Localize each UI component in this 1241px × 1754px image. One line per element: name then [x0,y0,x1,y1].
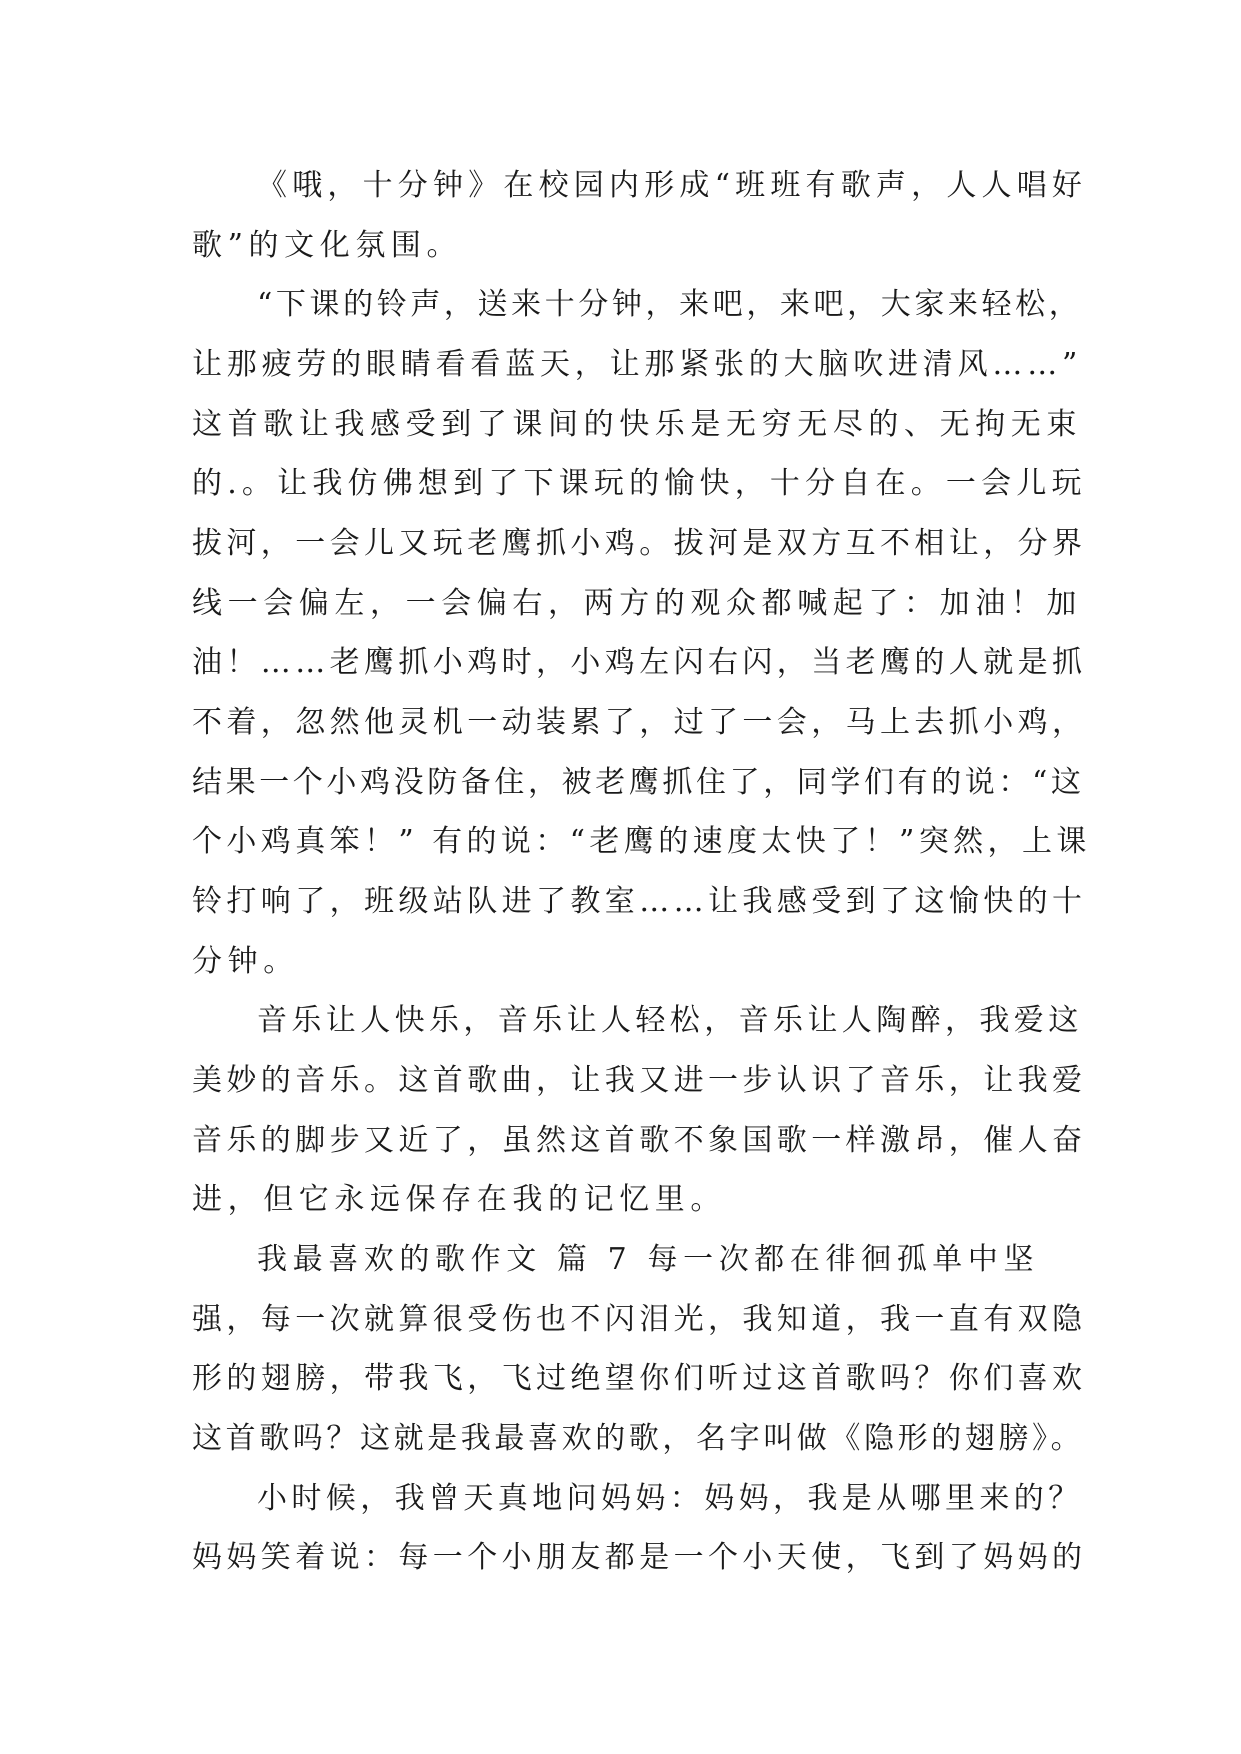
text-line: 音乐让人快乐，音乐让人轻松，音乐让人陶醉，我爱这 [257,1003,1083,1038]
text-line: 音乐的脚步又近了，虽然这首歌不象国歌一样激昂，催人奋 [192,1123,1087,1158]
text-line: 这首歌吗？这就是我最喜欢的歌，名字叫做《隐形的翅膀》。 [192,1421,1085,1456]
text-line: 让那疲劳的眼睛看看蓝天，让那紧张的大脑吹进清风……” [192,347,1083,382]
text-line: 的.。让我仿佛想到了下课玩的愉快，十分自在。一会儿玩 [192,466,1087,501]
text-line: “下课的铃声，送来十分钟，来吧，来吧，大家来轻松， [257,287,1083,322]
text-line: 铃打响了，班级站队进了教室……让我感受到了这愉快的十 [192,884,1087,919]
text-line: 《哦，十分钟》在校园内形成“班班有歌声，人人唱好 [257,168,1088,203]
text-line: 个小鸡真笨！” 有的说：“老鹰的速度太快了！”突然，上课 [192,824,1091,859]
text-line: 形的翅膀，带我飞，飞过绝望你们听过这首歌吗？你们喜欢 [192,1361,1087,1396]
text-line: 分钟。 [192,944,299,979]
text-line: 油！……老鹰抓小鸡时，小鸡左闪右闪，当老鹰的人就是抓 [192,645,1087,680]
text-line: 线一会偏左，一会偏右，两方的观众都喊起了：加油！加 [192,586,1082,621]
text-line: 结果一个小鸡没防备住，被老鹰抓住了，同学们有的说：“这 [192,765,1085,800]
text-line: 美妙的音乐。这首歌曲，让我又进一步认识了音乐，让我爱 [192,1063,1087,1098]
text-line: 强，每一次就算很受伤也不闪泪光，我知道，我一直有双隐 [192,1302,1087,1337]
text-line: 不着，忽然他灵机一动装累了，过了一会，马上去抓小鸡， [192,705,1087,740]
text-line: 小时候，我曾天真地问妈妈：妈妈，我是从哪里来的？ [257,1481,1083,1516]
text-line: 这首歌让我感受到了课间的快乐是无穷无尽的、无拘无束 [192,407,1082,442]
text-line: 拔河，一会儿又玩老鹰抓小鸡。拔河是双方互不相让，分界 [192,526,1087,561]
text-line: 妈妈笑着说：每一个小朋友都是一个小天使，飞到了妈妈的 [192,1540,1087,1575]
text-line: 我最喜欢的歌作文 篇 7 每一次都在徘徊孤单中坚 [257,1242,1040,1277]
text-line: 歌”的文化氛围。 [192,228,463,263]
text-line: 进，但它永远保存在我的记忆里。 [192,1182,726,1217]
